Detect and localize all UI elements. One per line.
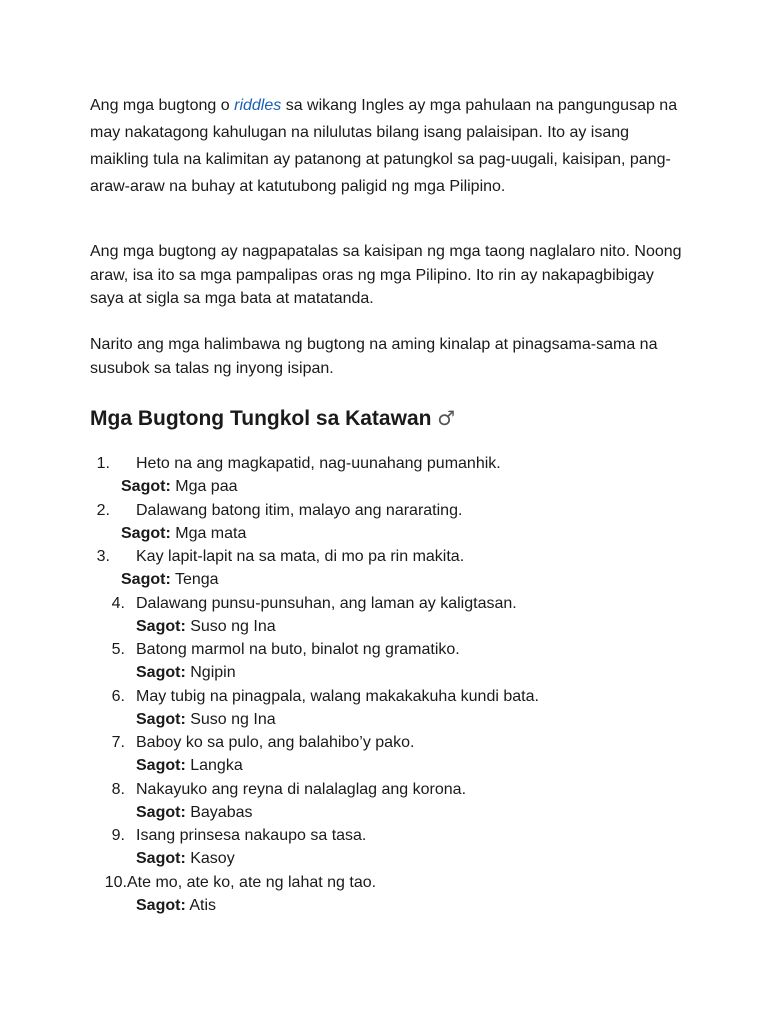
intro-paragraph-2: Ang mga bugtong ay nagpapatalas sa kaisipan ng mga taong naglalaro nito. Noong araw, isa ito sa mga pampalipas oras ng mga Pilipino. Ito rin ay nakapagbibigay saya at sigla sa mga bata at matatanda. bbox=[90, 243, 682, 307]
answer-text: Ngipin bbox=[190, 664, 236, 681]
riddle-answer bbox=[121, 522, 246, 545]
answer-text: Suso ng Ina bbox=[190, 617, 276, 635]
riddle-number: 5. bbox=[111, 641, 125, 658]
riddle-number: 10. bbox=[104, 873, 127, 891]
riddle-number: 9. bbox=[111, 827, 125, 844]
answer-label: Sagot: bbox=[136, 617, 186, 635]
riddle-number: 3. bbox=[96, 548, 110, 565]
riddle-item bbox=[90, 499, 690, 546]
answer-label: Sagot: bbox=[136, 710, 186, 728]
answer-text: Mga mata bbox=[175, 524, 247, 542]
intro-paragraph-3: Narito ang mga halimbawa ng bugtong na aming kinalap at pinagsama-sama na susubok sa talas ng inyong isipan. bbox=[90, 336, 658, 377]
answer-label: Sagot: bbox=[121, 571, 171, 588]
answer-label: Sagot: bbox=[136, 664, 186, 681]
riddle-item bbox=[90, 778, 690, 825]
answer-text: Suso ng Ina bbox=[190, 710, 276, 728]
riddle-item bbox=[90, 452, 690, 499]
riddle-item bbox=[90, 638, 690, 685]
riddle-item bbox=[90, 871, 690, 918]
answer-text: Langka bbox=[190, 757, 243, 774]
answer-text: Mga paa bbox=[175, 478, 238, 495]
riddle-item bbox=[90, 592, 690, 639]
intro-text-start: Ang mga bugtong o bbox=[90, 97, 235, 114]
riddle-question: Heto na ang magkapatid, nag-uunahang pumanhik. bbox=[136, 455, 501, 472]
answer-label: Sagot: bbox=[136, 896, 186, 914]
answer-label: Sagot: bbox=[136, 803, 186, 821]
riddle-list bbox=[90, 452, 690, 917]
section-heading bbox=[90, 402, 690, 435]
riddle-question: Batong marmol na buto, binalot ng gramatiko. bbox=[136, 641, 460, 658]
riddle-item bbox=[90, 685, 690, 732]
answer-text: Kasoy bbox=[190, 850, 235, 867]
riddle-item bbox=[90, 824, 690, 871]
answer-text: Tenga bbox=[174, 571, 219, 588]
riddle-number: 7. bbox=[111, 734, 125, 751]
riddle-answer bbox=[136, 661, 236, 684]
riddle-number: 4. bbox=[111, 594, 125, 612]
riddle-item bbox=[90, 545, 690, 592]
intro-text-end: sa wikang Ingles ay mga pahulaan na pangungusap na may nakatagong kahulugan na nilulutas bilang isang palaisipan. Ito ay isang maikling tula na kalimitan ay patanong at patungkol sa pag-uugali, kaisipan, pang-araw-araw na buhay at katutubong paligid ng mga Pilipino. bbox=[90, 97, 678, 195]
riddle-answer bbox=[136, 708, 276, 731]
riddle-number: 8. bbox=[111, 780, 125, 798]
answer-text: Atis bbox=[189, 896, 217, 914]
answer-text: Bayabas bbox=[190, 803, 253, 821]
riddle-answer bbox=[121, 568, 219, 591]
riddle-question: May tubig na pinagpala, walang makakakuha kundi bata. bbox=[136, 687, 539, 705]
riddle-answer bbox=[136, 894, 216, 917]
riddle-answer bbox=[136, 754, 243, 777]
male-symbol-icon: ♂ bbox=[437, 406, 456, 430]
riddle-number: 6. bbox=[111, 687, 125, 705]
intro-paragraph-1 bbox=[90, 92, 690, 200]
riddle-answer bbox=[121, 475, 238, 498]
riddle-question: Baboy ko sa pulo, ang balahibo’y pako. bbox=[136, 734, 415, 751]
riddle-answer bbox=[136, 847, 235, 870]
riddle-question: Kay lapit-lapit na sa mata, di mo pa rin makita. bbox=[136, 548, 465, 565]
riddle-question: Ate mo, ate ko, ate ng lahat ng tao. bbox=[127, 873, 377, 891]
riddle-number: 1. bbox=[96, 455, 110, 472]
riddle-question: Isang prinsesa nakaupo sa tasa. bbox=[136, 827, 367, 844]
riddle-question: Dalawang punsu-punsuhan, ang laman ay kaligtasan. bbox=[136, 594, 517, 612]
section-title: Mga Bugtong Tungkol sa Katawan bbox=[90, 407, 432, 430]
riddles-link[interactable]: riddles bbox=[234, 97, 282, 114]
riddle-question: Dalawang batong itim, malayo ang nararating. bbox=[136, 501, 463, 519]
answer-label: Sagot: bbox=[136, 850, 186, 867]
riddle-answer bbox=[136, 615, 276, 638]
riddle-number: 2. bbox=[96, 501, 110, 519]
answer-label: Sagot: bbox=[136, 757, 186, 774]
answer-label: Sagot: bbox=[121, 524, 171, 542]
riddle-question: Nakayuko ang reyna di nalalaglag ang korona. bbox=[136, 780, 467, 798]
riddle-item bbox=[90, 731, 690, 778]
answer-label: Sagot: bbox=[121, 478, 171, 495]
riddle-answer bbox=[136, 801, 253, 824]
